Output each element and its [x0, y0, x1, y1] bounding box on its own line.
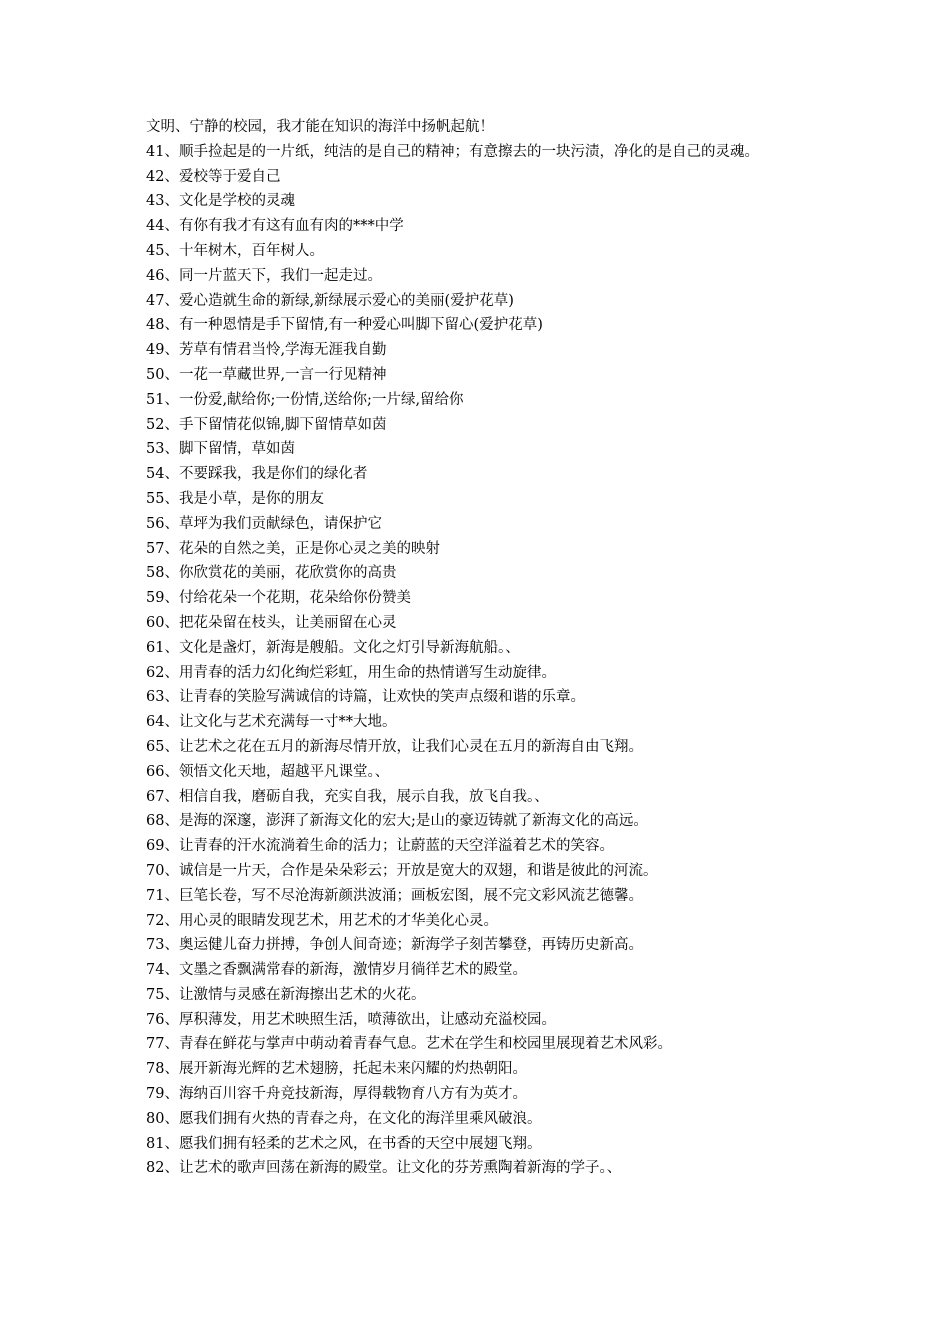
text-line: 60、把花朵留在枝头，让美丽留在心灵	[146, 614, 397, 631]
text-line: 78、展开新海光辉的艺术翅膀，托起未来闪耀的灼热朝阳。	[146, 1061, 527, 1078]
text-line: 66、领悟文化天地，超越平凡课堂。、	[146, 763, 390, 780]
text-line: 71、巨笔长卷，写不尽沧海新颜洪波涌；画板宏图，展不完文彩风流艺德馨。	[146, 887, 643, 904]
text-line: 79、海纳百川容千舟竞技新海，厚得载物育八方有为英才。	[146, 1086, 527, 1103]
text-line: 74、文墨之香飘满常春的新海，激情岁月徜徉艺术的殿堂。	[146, 962, 527, 979]
text-line: 58、你欣赏花的美丽，花欣赏你的高贵	[146, 565, 397, 582]
text-line: 文明、宁静的校园，我才能在知识的海洋中扬帆起航！	[146, 119, 494, 135]
text-line: 82、让艺术的歌声回荡在新海的殿堂。让文化的芬芳熏陶着新海的学子。、	[146, 1160, 622, 1177]
text-line: 41、顺手捡起是的一片纸，纯洁的是自己的精神；有意擦去的一块污渍，净化的是自己的灵魂。	[146, 143, 759, 160]
text-line: 75、让激情与灵感在新海擦出艺术的火花。	[146, 986, 426, 1003]
text-line: 73、奥运健儿奋力拼搏，争创人间奇迹；新海学子刻苦攀登，再铸历史新高。	[146, 937, 643, 954]
text-line: 63、让青春的笑脸写满诚信的诗篇，让欢快的笑声点缀和谐的乐章。	[146, 689, 585, 706]
text-line: 69、让青春的汗水流淌着生命的活力；让蔚蓝的天空洋溢着艺术的笑容。	[146, 838, 614, 855]
document-body	[146, 115, 816, 1181]
text-line: 55、我是小草，是你的朋友	[146, 490, 324, 507]
text-line: 49、芳草有情君当怜,学海无涯我自勤	[146, 342, 387, 359]
text-line: 76、厚积薄发，用艺术映照生活，喷薄欲出，让感动充溢校园。	[146, 1011, 556, 1028]
text-line: 43、文化是学校的灵魂	[146, 193, 295, 210]
text-line: 67、相信自我，磨砺自我，充实自我，展示自我，放飞自我。、	[146, 788, 549, 805]
text-line: 61、文化是盏灯，新海是艘船。文化之灯引导新海航船。、	[146, 639, 520, 656]
text-line: 44、有你有我才有这有血有肉的***中学	[146, 218, 404, 235]
text-line: 50、一花一草藏世界,一言一行见精神	[146, 366, 387, 383]
text-line: 59、付给花朵一个花期，花朵给你份赞美	[146, 590, 411, 607]
text-line: 56、草坪为我们贡献绿色，请保护它	[146, 515, 382, 532]
text-line: 48、有一种恩情是手下留情,有一种爱心叫脚下留心(爱护花草)	[146, 317, 543, 334]
text-line: 54、不要踩我，我是你们的绿化者	[146, 466, 368, 483]
text-line: 68、是海的深邃，澎湃了新海文化的宏大;是山的豪迈铸就了新海文化的高远。	[146, 813, 648, 830]
text-line: 52、手下留情花似锦,脚下留情草如茵	[146, 416, 387, 433]
text-line: 47、爱心造就生命的新绿,新绿展示爱心的美丽(爱护花草)	[146, 292, 514, 309]
text-line: 72、用心灵的眼睛发现艺术，用艺术的才华美化心灵。	[146, 912, 498, 929]
text-line: 65、让艺术之花在五月的新海尽情开放，让我们心灵在五月的新海自由飞翔。	[146, 738, 643, 755]
text-line: 81、愿我们拥有轻柔的艺术之风，在书香的天空中展翅飞翔。	[146, 1135, 542, 1152]
text-line: 64、让文化与艺术充满每一寸**大地。	[146, 714, 397, 731]
text-line: 45、十年树木，百年树人。	[146, 242, 324, 259]
text-line: 62、用青春的活力幻化绚烂彩虹，用生命的热情谱写生动旋律。	[146, 664, 556, 681]
text-line: 51、一份爱,献给你;一份情,送给你;一片绿,留给你	[146, 391, 464, 408]
text-line: 77、青春在鲜花与掌声中萌动着青春气息。艺术在学生和校园里展现着艺术风彩。	[146, 1036, 672, 1053]
text-line: 42、爱校等于爱自己	[146, 168, 281, 185]
text-line: 80、愿我们拥有火热的青春之舟，在文化的海洋里乘风破浪。	[146, 1110, 542, 1127]
text-line: 57、花朵的自然之美，正是你心灵之美的映射	[146, 540, 440, 557]
text-line: 70、诚信是一片天，合作是朵朵彩云；开放是宽大的双翅，和谐是彼此的河流。	[146, 862, 658, 879]
text-line: 53、脚下留情，草如茵	[146, 441, 295, 458]
text-line: 46、同一片蓝天下，我们一起走过。	[146, 267, 382, 284]
